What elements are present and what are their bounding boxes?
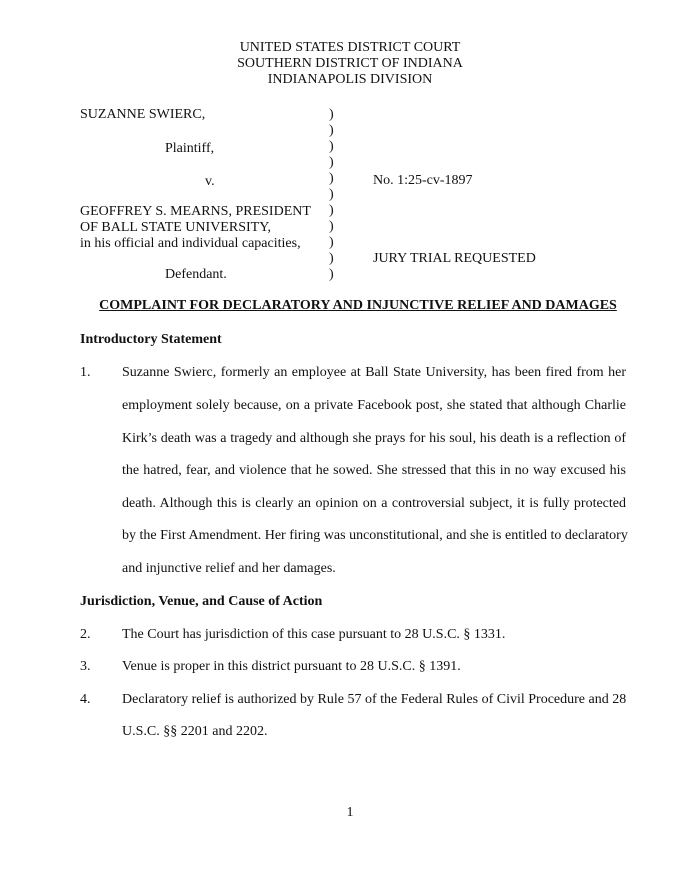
paragraph-4-line: U.S.C. §§ 2201 and 2202.	[122, 724, 268, 739]
jury-trial-demand: JURY TRIAL REQUESTED	[373, 251, 536, 266]
paragraph-3-text: Venue is proper in this district pursuant to 28 U.S.C. § 1391.	[122, 659, 461, 674]
case-number: No. 1:25-cv-1897	[373, 173, 473, 188]
paragraph-2-text: The Court has jurisdiction of this case pursuant to 28 U.S.C. § 1331.	[122, 627, 506, 642]
paragraph-number-2: 2.	[80, 627, 91, 642]
court-district: SOUTHERN DISTRICT OF INDIANA	[237, 56, 463, 71]
paragraph-1-line: the hatred, fear, and violence that he sowed. She stressed that this in no way excused his	[122, 463, 626, 478]
caption-paren: )	[329, 155, 334, 170]
caption-paren: )	[329, 139, 334, 154]
paragraph-number-1: 1.	[80, 365, 91, 380]
paragraph-1-line: and injunctive relief and her damages.	[122, 561, 336, 576]
court-division: INDIANAPOLIS DIVISION	[267, 72, 433, 87]
defendant-label: Defendant.	[165, 267, 227, 282]
defendant-name-line2: OF BALL STATE UNIVERSITY,	[80, 220, 271, 235]
versus-label: v.	[205, 174, 215, 189]
plaintiff-label: Plaintiff,	[165, 141, 215, 156]
paragraph-4-line: Declaratory relief is authorized by Rule 57 of the Federal Rules of Civil Procedure and 28	[122, 692, 627, 707]
paragraph-1-line: Suzanne Swierc, formerly an employee at Ball State University, has been fired from her	[122, 365, 626, 380]
paragraph-number-3: 3.	[80, 659, 91, 674]
caption-paren: )	[329, 267, 334, 282]
caption-paren: )	[329, 203, 334, 218]
section-heading-introductory: Introductory Statement	[80, 332, 222, 347]
section-heading-jurisdiction: Jurisdiction, Venue, and Cause of Action	[80, 594, 323, 609]
paragraph-1-line: by the First Amendment. Her firing was unconstitutional, and she is entitled to declaratory	[122, 528, 628, 543]
caption-paren: )	[329, 219, 334, 234]
paragraph-1-line: death. Although this is clearly an opinion on a controversial subject, it is fully protected	[122, 496, 626, 511]
document-title: COMPLAINT FOR DECLARATORY AND INJUNCTIVE RELIEF AND DAMAGES	[99, 298, 617, 313]
caption-paren: )	[329, 235, 334, 250]
caption-paren: )	[329, 171, 334, 186]
caption-paren: )	[329, 107, 334, 122]
court-name: UNITED STATES DISTRICT COURT	[239, 40, 461, 55]
defendant-name-line1: GEOFFREY S. MEARNS, PRESIDENT	[80, 204, 311, 219]
paragraph-1-line: Kirk’s death was a tragedy and although she prays for his soul, his death is a reflection of	[122, 431, 626, 446]
paragraph-number-4: 4.	[80, 692, 91, 707]
caption-paren: )	[329, 123, 334, 138]
paragraph-1-line: employment solely because, on a private Facebook post, she stated that although Charlie	[122, 398, 626, 413]
page-number: 1	[346, 805, 354, 820]
caption-paren: )	[329, 251, 334, 266]
caption-paren: )	[329, 187, 334, 202]
defendant-capacity: in his official and individual capacities,	[80, 236, 301, 251]
plaintiff-name: SUZANNE SWIERC,	[80, 107, 206, 122]
